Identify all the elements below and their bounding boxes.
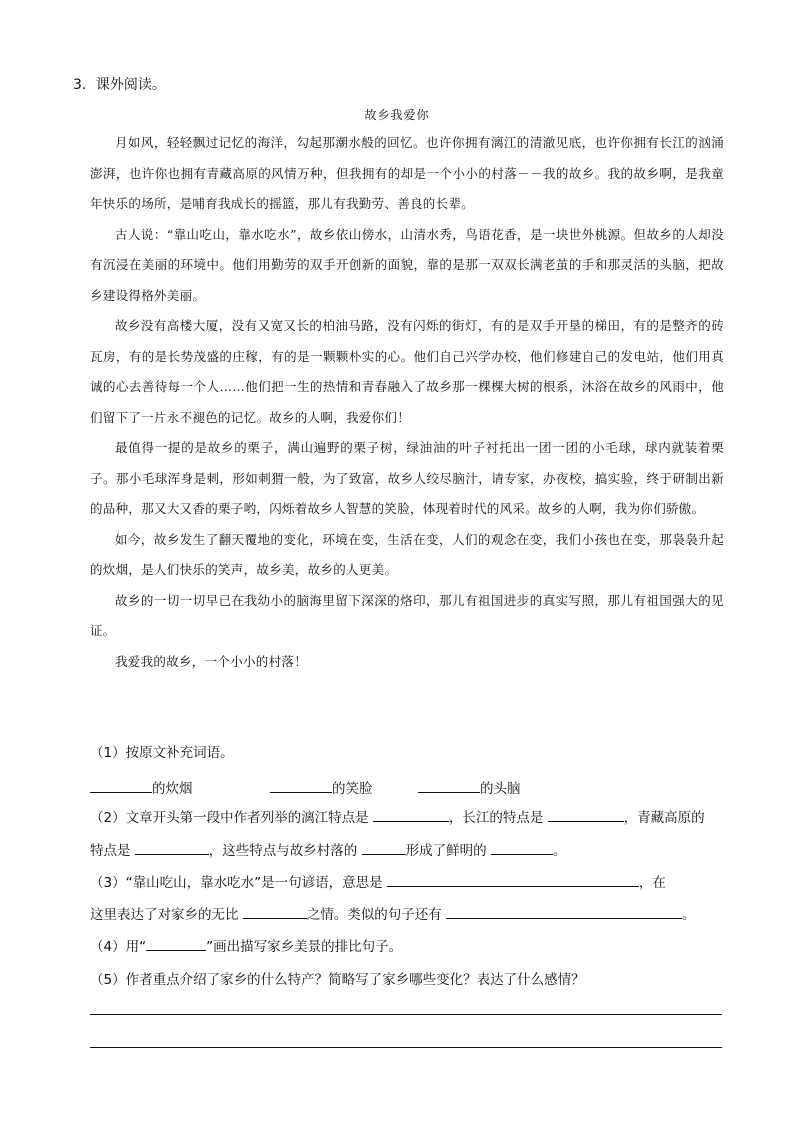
- question-5-label: （5）作者重点介绍了家乡的什么特产？简略写了家乡哪些变化？表达了什么感情？: [90, 972, 585, 988]
- article-passage: [90, 128, 724, 677]
- answer-blank[interactable]: [446, 902, 682, 919]
- paragraph: 故乡没有高楼大厦，没有又宽又长的柏油马路，没有闪烁的街灯，有的是双手开垦的梯田，有的是整齐的砖瓦房，有的是长势茂盛的庄稼，有的是一颗颗朴实的心。他们自己兴学办校，他们修建自己的发电站，他们用真诚的心去善待每一个人……他们把一生的热情和青春融入了故乡那一棵棵大树的根系，沐浴在故乡的风雨中，他们留下了一片永不褪色的记忆。故乡的人啊，我爱你们！: [90, 318, 724, 425]
- answer-blank[interactable]: [90, 776, 152, 793]
- section-heading: 3．课外阅读。: [73, 77, 166, 93]
- question-2-line-1: （2）文章开头第一段中作者列举的漓江特点是 ，长江的特点是 ，青藏高原的: [90, 803, 730, 833]
- fill-item: 的炊烟: [90, 776, 193, 797]
- answer-blank[interactable]: [418, 776, 480, 793]
- answer-line[interactable]: [90, 1047, 722, 1048]
- paragraph: 月如风，轻轻飘过记忆的海洋，勾起那潮水般的回忆。也许你拥有漓江的清澈见底，也许你拥有长江的汹涌澎湃，也许你也拥有青藏高原的风情万种，但我拥有的却是一个小小的村落－－我的故乡。我的故乡啊，是我童年快乐的场所，是哺育我成长的摇篮，那儿有我勤劳、善良的长辈。: [90, 135, 724, 211]
- paragraph: 故乡的一切一切早已在我幼小的脑海里留下深深的烙印，那儿有祖国进步的真实写照，那儿有祖国强大的见证。: [90, 592, 724, 638]
- answer-blank[interactable]: [548, 805, 624, 822]
- answer-blank[interactable]: [135, 838, 209, 855]
- question-3-line-1: （3）“靠山吃山，靠水吃水”是一句谚语，意思是 ，在: [90, 868, 730, 898]
- paragraph: 最值得一提的是故乡的栗子，满山遍野的栗子树，绿油油的叶子衬托出一团一团的小毛球，球内就装着栗子。那小毛球浑身是刺，形如刺猬一般，为了致富，故乡人绞尽脑汁，请专家，办夜校，搞实验，终于研制出新的品种，那又大又香的栗子哟，闪烁着故乡人智慧的笑脸，体现着时代的风采。故乡的人啊，我为你们骄傲。: [90, 440, 724, 516]
- answer-blank[interactable]: [491, 838, 553, 855]
- fill-item: 的笑脸: [270, 776, 373, 797]
- question-2-line-2: 特点是 ，这些特点与故乡村落的 形成了鲜明的 。: [90, 836, 730, 866]
- article-title: 故乡我爱你: [364, 108, 430, 122]
- paragraph: 我爱我的故乡，一个小小的村落！: [115, 653, 308, 669]
- question-1-label: （1）按原文补充词语。: [90, 745, 234, 761]
- answer-blank[interactable]: [373, 805, 449, 822]
- answer-blank[interactable]: [270, 776, 332, 793]
- underline-sample: [146, 934, 206, 951]
- answer-blank[interactable]: [362, 838, 406, 855]
- fill-item: 的头脑: [418, 776, 521, 797]
- question-4: （4）用“ ”画出描写家乡美景的排比句子。: [90, 932, 730, 962]
- paragraph: 古人说：“靠山吃山，靠水吃水”，故乡依山傍水，山清水秀，鸟语花香，是一块世外桃源。但故乡的人却没有沉浸在美丽的环境中。他们用勤劳的双手开创新的面貌，靠的是那一双双长满老茧的手和那灵活的头脑，把故乡建设得格外美丽。: [90, 226, 724, 303]
- answer-line[interactable]: [90, 1014, 722, 1015]
- paragraph: 如今，故乡发生了翻天覆地的变化，环境在变，生活在变，人们的观念在变，我们小孩也在变，那袅袅升起的炊烟，是人们快乐的笑声，故乡美，故乡的人更美。: [90, 531, 724, 577]
- answer-blank[interactable]: [387, 870, 639, 887]
- question-3-line-2: 这里表达了对家乡的无比 之情。类似的句子还有 。: [90, 900, 730, 930]
- answer-blank[interactable]: [243, 902, 307, 919]
